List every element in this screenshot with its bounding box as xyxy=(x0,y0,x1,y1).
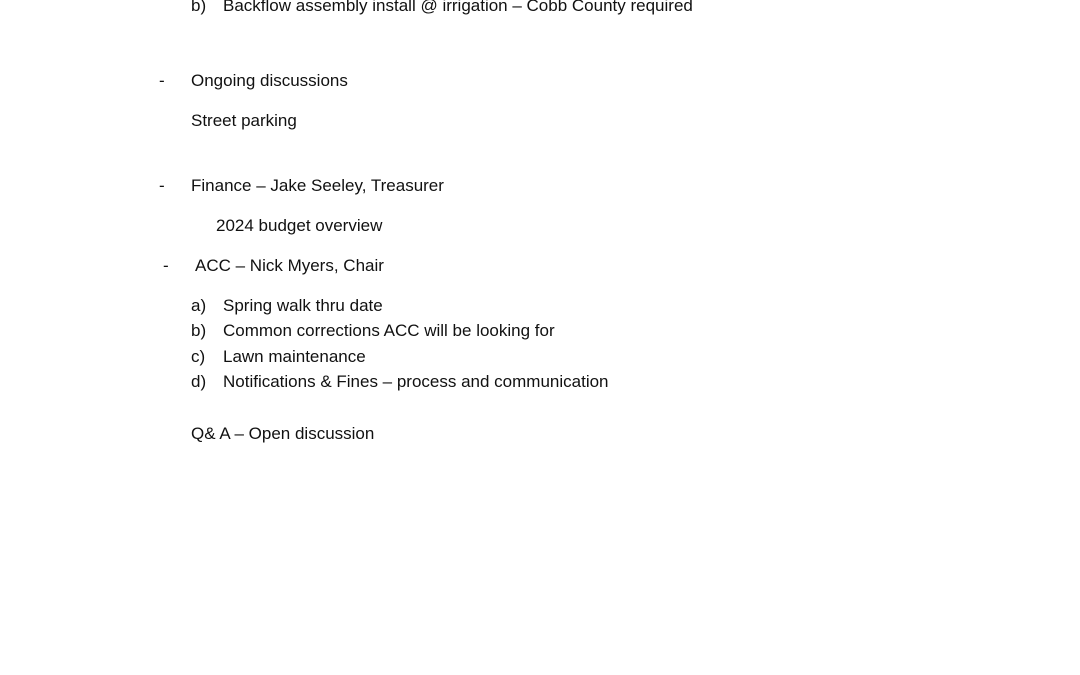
section-heading-acc: ACC – Nick Myers, Chair xyxy=(195,256,384,275)
list-letter: b) xyxy=(191,0,207,15)
list-letter: a) xyxy=(191,296,207,315)
section-sub-street-parking: Street parking xyxy=(191,111,297,130)
bullet-dash: - xyxy=(159,176,165,195)
list-item-text: Lawn maintenance xyxy=(223,347,366,366)
list-letter: d) xyxy=(191,372,207,391)
list-letter: c) xyxy=(191,347,206,366)
list-item-text: Backflow assembly install @ irrigation – Cobb County required xyxy=(223,0,693,15)
list-letter: b) xyxy=(191,321,207,340)
list-item-text: Common corrections ACC will be looking for xyxy=(223,321,555,340)
bullet-dash: - xyxy=(159,71,165,90)
section-sub-budget: 2024 budget overview xyxy=(216,216,383,235)
section-heading-ongoing: Ongoing discussions xyxy=(191,71,348,90)
list-item-text: Notifications & Fines – process and communication xyxy=(223,372,609,391)
list-item-text: Spring walk thru date xyxy=(223,296,383,315)
section-qa: Q& A – Open discussion xyxy=(191,424,375,443)
section-heading-finance: Finance – Jake Seeley, Treasurer xyxy=(191,176,444,195)
bullet-dash: - xyxy=(163,256,169,275)
